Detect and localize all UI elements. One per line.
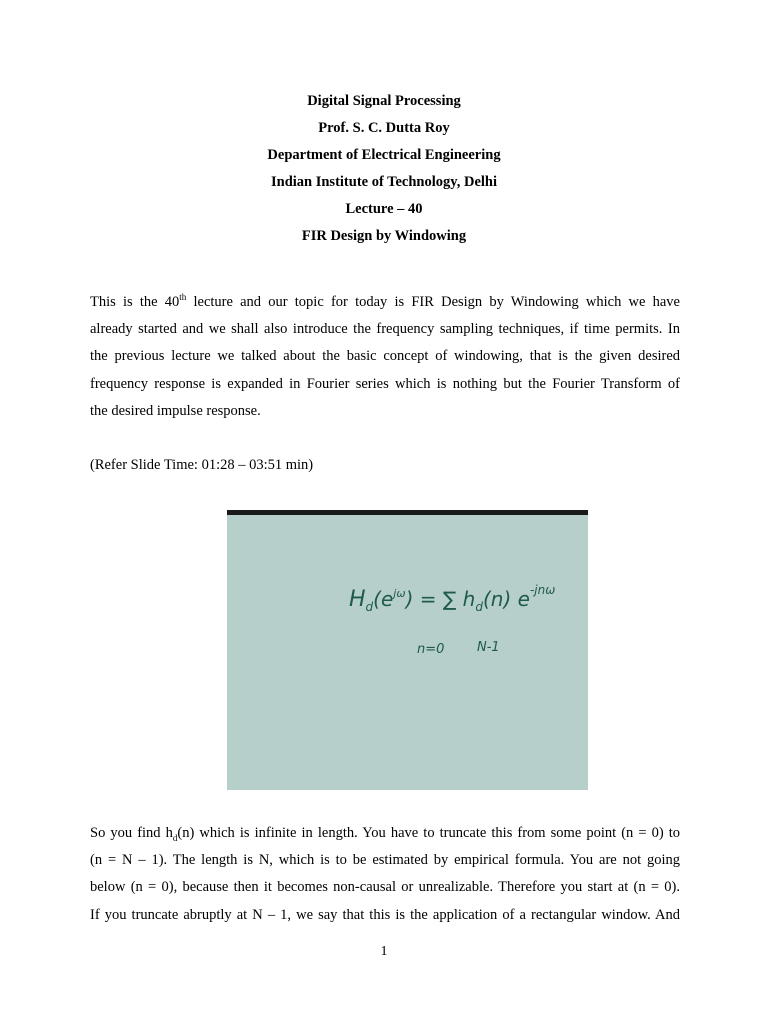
paragraph-line: the previous lecture we talked about the basic concept of windowing, that is the given desired (90, 348, 680, 365)
paragraph-line: (n = N – 1). The length is N, which is to be estimated by empirical formula. You are not going (90, 852, 680, 869)
paragraph-line: frequency response is expanded in Fourier series which is nothing but the Fourier Transform of (90, 375, 680, 392)
course-title: Digital Signal Processing (307, 93, 461, 109)
svg-text:Hd(ejω) = ∑ hd(n) e-jnω: $H_d(e^{j\omega})$ = ∑ $h_d(n)$ $e^{-jn\omega}$ (349, 583, 556, 614)
page-number: 1 (380, 944, 388, 959)
professor-name: Prof. S. C. Dutta Roy (318, 120, 450, 136)
slide-equation (227, 510, 588, 790)
sum-lower-limit: n=0 (417, 642, 445, 657)
paragraph-line: below (n = 0), because then it becomes non-causal or unrealizable. Therefore you start at (n = 0). (90, 879, 680, 896)
lecture-topic: FIR Design by Windowing (301, 228, 467, 244)
paragraph-line: already started and we shall also introduce the frequency sampling techniques, if time permits. In (90, 321, 680, 338)
refer-slide-time: (Refer Slide Time: 01:28 – 03:51 min) (90, 457, 314, 473)
department-name: Department of Electrical Engineering (267, 147, 501, 163)
paragraph-line: So you find $h_d(n)$ which is infinite in length. You have to truncate this from some point (n = 0) to (90, 825, 681, 843)
institute-name: Indian Institute of Technology, Delhi (270, 174, 498, 190)
lecture-number: Lecture – 40 (345, 201, 423, 217)
intro-paragraph (90, 289, 680, 425)
sum-upper-limit: N-1 (477, 640, 500, 655)
paragraph-line: This is the 40th lecture and our topic for today is FIR Design by Windowing which we have (90, 292, 680, 310)
paragraph-line: If you truncate abruptly at N – 1, we say that this is the application of a rectangular window. And (90, 906, 680, 923)
paragraph-line: the desired impulse response. (90, 402, 261, 419)
body-paragraph (90, 820, 680, 929)
lecture-slide-image (227, 510, 588, 790)
